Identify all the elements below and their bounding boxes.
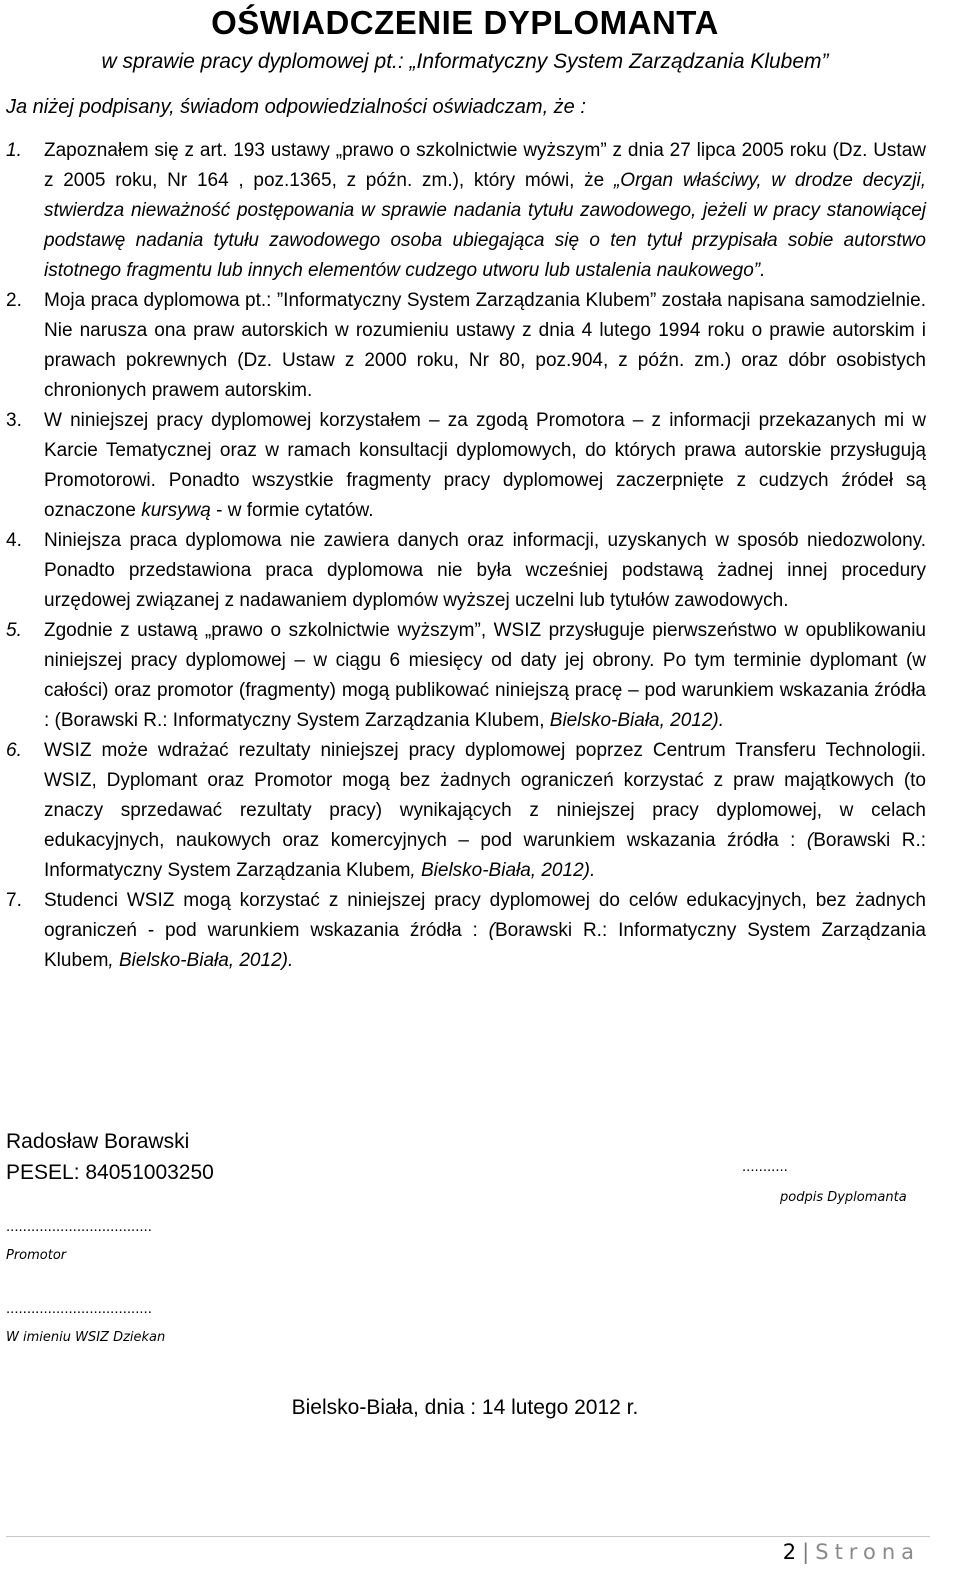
page-separator: | bbox=[802, 1540, 810, 1564]
item-paren: ( bbox=[806, 830, 814, 851]
item-text: Moja praca dyplomowa pt.: ”Informatyczny System Zarządzania Klubem” została napisana samodzielnie. Nie narusza ona praw autorskich w rozumieniu ustawy z dnia 4 lutego 1994 roku o prawie autorskim i prawach pokrewnych (Dz. Ustaw z 2000 roku, Nr 80, poz.904, z późn. zm.) oraz dóbr osobistych chronionych prawem autorskim. bbox=[44, 290, 926, 401]
item-italic-word: kursywą bbox=[141, 500, 211, 521]
declaration-item-7 bbox=[6, 886, 926, 976]
promotor-signature-line: ................................... bbox=[6, 1218, 152, 1235]
item-number: 1. bbox=[6, 140, 22, 161]
item-text: Studenci WSIZ mogą korzystać z niniejszej pracy dyplomowej do celów edukacyjnych, bez żadnych ograniczeń - pod warunkiem wskazania źródła : bbox=[44, 890, 926, 941]
dyplomant-signature-caption: podpis Dyplomanta bbox=[780, 1190, 907, 1205]
intro-statement: Ja niżej podpisany, świadom odpowiedzialności oświadczam, że : bbox=[6, 96, 586, 118]
dziekan-signature-caption: W imieniu WSIZ Dziekan bbox=[6, 1330, 166, 1345]
document-date: Bielsko-Biała, dnia : 14 lutego 2012 r. bbox=[291, 1396, 639, 1419]
declaration-item-2 bbox=[6, 286, 926, 406]
item-text: W niniejszej pracy dyplomowej korzystałem – za zgodą Promotora – z informacji przekazanych mi w Karcie Tematycznej oraz w ramach konsultacji dyplomowych, do których prawa autorskie przysługują Promotorowi. Ponadto wszystkie fragmenty pracy dyplomowej zaczerpnięte z cudzych źródeł są oznaczone bbox=[44, 410, 926, 521]
declaration-item-3 bbox=[6, 406, 926, 526]
dyplomant-signature-line: ........... bbox=[742, 1158, 788, 1175]
declaration-item-5 bbox=[6, 616, 926, 736]
item-number: 3. bbox=[6, 410, 22, 431]
item-quote: „Organ właściwy, w drodze decyzji, stwierdza nieważność postępowania w sprawie nadania tytułu zawodowego, jeżeli w pracy stanowiącej podstawę nadania tytułu zawodowego osoba ubiegająca się o ten tytuł przypisała sobie autorstwo istotnego fragmentu lub innych elementów cudzego utworu lub ustalenia naukowego”. bbox=[44, 170, 926, 281]
item-text: WSIZ może wdrażać rezultaty niniejszej pracy dyplomowej poprzez Centrum Transferu Technologii. WSIZ, Dyplomant oraz Promotor mogą bez żadnych ograniczeń korzystać z praw majątkowych (to znaczy sprzedawać rezultaty pracy) wynikających z niniejszej pracy dyplomowej, w celach edukacyjnych, naukowych oraz komercyjnych – pod warunkiem wskazania źródła : bbox=[44, 740, 926, 851]
page-label: Strona bbox=[815, 1540, 920, 1564]
item-number: 4. bbox=[6, 530, 22, 551]
item-citation-place: Bielsko-Biała, 2012). bbox=[549, 710, 725, 731]
item-number: 6. bbox=[6, 740, 22, 761]
author-pesel: PESEL: 84051003250 bbox=[6, 1161, 214, 1184]
promotor-signature-caption: Promotor bbox=[6, 1248, 67, 1263]
item-text: Niniejsza praca dyplomowa nie zawiera danych oraz informacji, uzyskanych w sposób niedozwolony. Ponadto przedstawiona praca dyplomowa nie była wcześniej podstawą żadnej innej procedury urzędowej związanej z nadawaniem dyplomów wyższej uczelni lub tytułów zawodowych. bbox=[44, 530, 926, 611]
page-footer bbox=[783, 1540, 920, 1564]
item-citation: Borawski R.: Informatyczny System Zarządzania Klubem bbox=[44, 920, 926, 971]
footer-divider bbox=[6, 1536, 930, 1537]
item-text-end: - w formie cytatów. bbox=[210, 500, 374, 521]
page-number: 2 bbox=[782, 1540, 797, 1564]
item-citation: Borawski R.: Informatyczny System Zarządzania Klubem bbox=[44, 830, 927, 881]
item-number: 7. bbox=[6, 890, 22, 911]
declaration-item-4 bbox=[6, 526, 926, 616]
declaration-list bbox=[6, 136, 926, 976]
item-citation-place: , Bielsko-Biała, 2012). bbox=[410, 860, 596, 881]
item-text: Zgodnie z ustawą „prawo o szkolnictwie wyższym”, WSIZ przysługuje pierwszeństwo w opublikowaniu niniejszej pracy dyplomowej – w ciągu 6 miesięcy od daty jej obrony. Po tym terminie dyplomant (w całości) oraz promotor (fragmenty) mogą publikować niniejszą pracę – pod warunkiem wskazania źródła : (Borawski R.: Informatyczny System Zarządzania Klubem, bbox=[44, 620, 926, 731]
item-text: Zapoznałem się z art. 193 ustawy „prawo o szkolnictwie wyższym” z dnia 27 lipca 2005 roku (Dz. Ustaw z 2005 roku, Nr 164 , poz.1365, z późn. zm.), który mówi, że bbox=[44, 140, 926, 191]
declaration-item-1 bbox=[6, 136, 926, 286]
author-name: Radosław Borawski bbox=[6, 1130, 190, 1153]
document-title: OŚWIADCZENIE DYPLOMANTA bbox=[211, 4, 719, 41]
item-paren: ( bbox=[488, 920, 495, 941]
document-subtitle: w sprawie pracy dyplomowej pt.: „Informatyczny System Zarządzania Klubem” bbox=[101, 50, 829, 73]
item-citation-place: , Bielsko-Biała, 2012). bbox=[108, 950, 294, 971]
author-block bbox=[6, 1126, 214, 1188]
item-number: 5. bbox=[6, 620, 22, 641]
dziekan-signature-line: ................................... bbox=[6, 1300, 152, 1317]
declaration-item-6 bbox=[6, 736, 926, 886]
item-number: 2. bbox=[6, 290, 22, 311]
